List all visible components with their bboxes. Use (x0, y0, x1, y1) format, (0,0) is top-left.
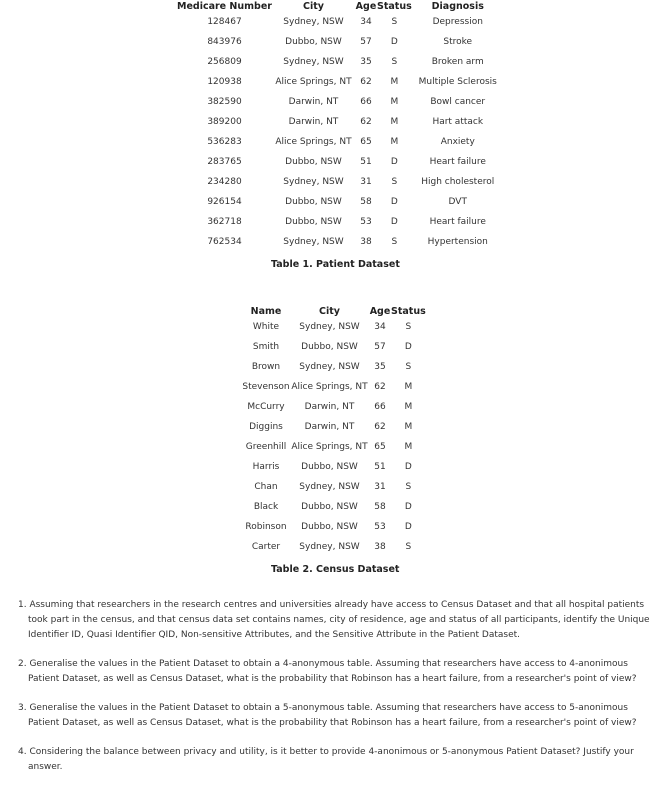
column-header: Age (355, 0, 377, 12)
table-row (177, 52, 504, 72)
table-cell: 66 (374, 402, 386, 412)
table-cell: Broken arm (431, 57, 484, 67)
table-cell: Alice Springs, NT (291, 442, 368, 452)
table-row (177, 32, 504, 52)
table-cell: 58 (360, 197, 372, 207)
table-cell: D (390, 217, 398, 227)
table-cell: White (252, 322, 280, 332)
table-cell: Sydney, NSW (283, 57, 344, 67)
table-cell: 38 (374, 542, 386, 552)
table-cell: D (404, 522, 412, 532)
table-cell: 362718 (207, 217, 242, 227)
table-cell: Anxiety (440, 137, 475, 147)
table-cell: Stroke (443, 37, 473, 47)
patient-dataset-table (177, 0, 504, 252)
table-cell: 35 (374, 362, 386, 372)
table-cell: S (391, 17, 398, 27)
table-cell: 66 (360, 97, 372, 107)
column-header: City (303, 0, 324, 12)
table-cell: 65 (374, 442, 386, 452)
table-cell: 65 (360, 137, 372, 147)
table-cell: 35 (360, 57, 372, 67)
table-cell: 843976 (207, 37, 242, 47)
table-cell: M (390, 117, 399, 127)
table-cell: M (390, 97, 399, 107)
table-cell: Dubbo, NSW (301, 342, 358, 352)
table-cell: 128467 (207, 17, 242, 27)
table-cell: M (404, 442, 413, 452)
table-cell: 62 (374, 382, 386, 392)
table-cell: 256809 (207, 57, 242, 67)
table-cell: Darwin, NT (288, 97, 339, 107)
table-cell: D (390, 197, 398, 207)
column-header: Medicare Number (177, 0, 272, 12)
table-cell: Dubbo, NSW (301, 522, 358, 532)
table-row (242, 537, 426, 557)
table-cell: 283765 (207, 157, 242, 167)
table-cell: 62 (360, 77, 372, 87)
table-cell: S (405, 362, 412, 372)
table-cell: Sydney, NSW (283, 17, 344, 27)
table-row (242, 357, 426, 377)
table-row (177, 12, 504, 32)
table-cell: 51 (374, 462, 386, 472)
column-header: Status (376, 0, 412, 12)
table-row (177, 192, 504, 212)
table-cell: Heart failure (429, 217, 486, 227)
table-cell: 57 (360, 37, 372, 47)
table-cell: Depression (432, 17, 483, 27)
table-cell: 31 (374, 482, 386, 492)
table-cell: Dubbo, NSW (301, 502, 358, 512)
table-cell: Hart attack (432, 117, 484, 127)
table-cell: 120938 (207, 77, 242, 87)
table-row (177, 232, 504, 252)
table-cell: 57 (374, 342, 386, 352)
table-cell: Carter (251, 542, 281, 552)
table-cell: Darwin, NT (288, 117, 339, 127)
table-cell: M (404, 422, 413, 432)
table-cell: Stevenson (242, 382, 290, 392)
table-cell: 62 (374, 422, 386, 432)
table-cell: Alice Springs, NT (275, 137, 352, 147)
question-item: 3. Generalise the values in the Patient Dataset to obtain a 5-anonymous table. Assuming that researchers have access to 5-anonimous Patient Dataset, as well as Census Dataset, what is the probability that Robinson has a heart failure, from a researcher's point of view? (18, 703, 637, 728)
table-cell: Sydney, NSW (299, 542, 360, 552)
table-cell: S (405, 542, 412, 552)
table-cell: DVT (448, 197, 467, 207)
table-cell: 34 (360, 17, 372, 27)
table-cell: D (404, 342, 412, 352)
table-cell: 51 (360, 157, 372, 167)
column-header: Age (369, 305, 391, 317)
question-item: 4. Considering the balance between privacy and utility, is it better to provide 4-anonimous or 5-anonymous Patient Dataset? Justify your answer. (18, 747, 634, 772)
table-cell: M (404, 382, 413, 392)
table-cell: D (390, 157, 398, 167)
table-cell: Alice Springs, NT (291, 382, 368, 392)
table-cell: Bowl cancer (430, 97, 486, 107)
table-cell: Darwin, NT (304, 402, 355, 412)
table-cell: Multiple Sclerosis (418, 77, 497, 87)
table-row (242, 497, 426, 517)
table-cell: 382590 (207, 97, 242, 107)
table-cell: S (391, 57, 398, 67)
table-cell: Harris (252, 462, 280, 472)
table-cell: Darwin, NT (304, 422, 355, 432)
patient-table-caption: Table 1. Patient Dataset (271, 259, 400, 270)
table-cell: 234280 (207, 177, 242, 187)
table-cell: S (405, 482, 412, 492)
census-table-caption: Table 2. Census Dataset (271, 564, 400, 575)
table-cell: High cholesterol (421, 177, 495, 187)
question-item: 1. Assuming that researchers in the research centres and universities already have access to Census Dataset and that all hospital patients took part in the census, and that census data set contains names, city of residence, age and status of all participants, identify the Unique Identifier ID, Quasi Identifier QID, Non-sensitive Attributes, and the Sensitive Attribute in the Patient Dataset. (18, 600, 650, 640)
table-cell: Greenhill (245, 442, 287, 452)
table-cell: Dubbo, NSW (285, 37, 342, 47)
table-row (177, 72, 504, 92)
census-dataset-table (242, 305, 426, 557)
table-row (242, 337, 426, 357)
table-cell: Hypertension (427, 237, 488, 247)
table-cell: M (390, 137, 399, 147)
table-row (177, 212, 504, 232)
table-cell: Alice Springs, NT (275, 77, 352, 87)
table-cell: Diggins (249, 422, 283, 432)
table-cell: D (390, 37, 398, 47)
table-cell: 58 (374, 502, 386, 512)
table-cell: D (404, 462, 412, 472)
table-cell: Heart failure (429, 157, 486, 167)
table-cell: 926154 (207, 197, 242, 207)
table-cell: Sydney, NSW (283, 237, 344, 247)
table-row (177, 172, 504, 192)
table-row (242, 397, 426, 417)
table-cell: Dubbo, NSW (285, 197, 342, 207)
table-cell: Robinson (245, 522, 287, 532)
question-list (18, 598, 660, 789)
table-cell: 38 (360, 237, 372, 247)
table-row (242, 517, 426, 537)
table-cell: Sydney, NSW (283, 177, 344, 187)
table-row (242, 417, 426, 437)
table-cell: Black (253, 502, 279, 512)
table-cell: Smith (252, 342, 280, 352)
table-cell: S (405, 322, 412, 332)
table-cell: 536283 (207, 137, 242, 147)
table-cell: 389200 (207, 117, 242, 127)
table-row (177, 132, 504, 152)
table-cell: Dubbo, NSW (285, 157, 342, 167)
table-cell: McCurry (247, 402, 285, 412)
table-cell: Sydney, NSW (299, 322, 360, 332)
table-cell: M (390, 77, 399, 87)
table-row (177, 112, 504, 132)
table-cell: 62 (360, 117, 372, 127)
table-cell: Dubbo, NSW (285, 217, 342, 227)
table-cell: Dubbo, NSW (301, 462, 358, 472)
table-row (242, 477, 426, 497)
table-cell: Chan (254, 482, 278, 492)
table-cell: S (391, 177, 398, 187)
table-row (242, 457, 426, 477)
table-cell: M (404, 402, 413, 412)
table-cell: 34 (374, 322, 386, 332)
table-cell: D (404, 502, 412, 512)
table-row (242, 377, 426, 397)
table-cell: S (391, 237, 398, 247)
table-cell: Sydney, NSW (299, 482, 360, 492)
table-cell: 31 (360, 177, 372, 187)
table-cell: 762534 (207, 237, 242, 247)
table-row (177, 92, 504, 112)
table-cell: Sydney, NSW (299, 362, 360, 372)
table-cell: Brown (251, 362, 281, 372)
table-row (242, 437, 426, 457)
table-cell: 53 (374, 522, 386, 532)
column-header: City (319, 305, 340, 317)
table-row (242, 317, 426, 337)
table-row (177, 152, 504, 172)
column-header: Name (250, 305, 282, 317)
question-item: 2. Generalise the values in the Patient Dataset to obtain a 4-anonymous table. Assuming that researchers have access to 4-anonimous Patient Dataset, as well as Census Dataset, what is the probability that Robinson has a heart failure, from a researcher's point of view? (18, 659, 637, 684)
column-header: Diagnosis (431, 0, 484, 12)
table-cell: 53 (360, 217, 372, 227)
column-header: Status (391, 305, 426, 317)
